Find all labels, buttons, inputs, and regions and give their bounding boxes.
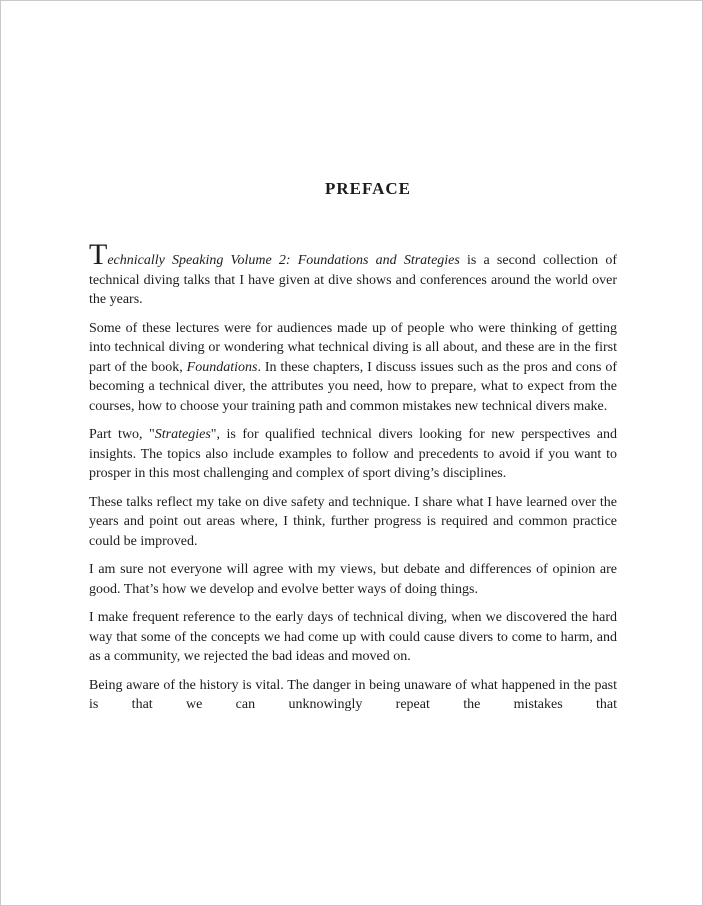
text-segment: Some of these lectures were for audiences made up of people who were thinking of getting into technical diving or wondering what technical diving is all about, and these are in the first part of the book, [89, 320, 617, 375]
paragraph [89, 493, 617, 552]
text-segment: Foundations [186, 359, 258, 375]
paragraph [89, 676, 617, 715]
text-segment: T [89, 238, 108, 271]
text-segment: These talks reflect my take on dive safety and technique. I share what I have learned over the years and point out areas where, I think, further progress is required and common practice could be improved. [89, 494, 617, 549]
preface-content [89, 238, 617, 715]
text-segment: is a second collection of technical diving talks that I have given at dive shows and conferences around the world over the years. [89, 253, 617, 307]
paragraph [89, 238, 617, 310]
paragraph [89, 560, 617, 599]
paragraph [89, 425, 617, 484]
text-segment: echnically Speaking Volume 2: Foundations and Strategies [107, 253, 460, 268]
text-segment: I make frequent reference to the early days of technical diving, when we discovered the hard way that some of the concepts we had come up with could cause divers to come to harm, and as a community, we rejected the bad ideas and moved on. [89, 610, 617, 664]
page-title: PREFACE [324, 179, 411, 198]
paragraph [89, 319, 617, 417]
paragraph [89, 608, 617, 667]
text-segment: ", is for qualified technical divers looking for new perspectives and insights. The topics also include examples to follow and precedents to avoid if you want to prosper in this most challenging and complex of sport diving’s disciplines. [89, 427, 617, 481]
text-segment: Strategies [154, 427, 211, 442]
text-segment: . In these chapters, I discuss issues such as the pros and cons of becoming a technical diver, the attributes you need, how to prepare, what to expect from the courses, how to choose your training path and common mistakes new technical divers make. [89, 359, 617, 414]
text-segment: Part two, " [89, 427, 155, 442]
text-segment: I am sure not everyone will agree with my views, but debate and differences of opinion are good. That’s how we develop and evolve better ways of doing things. [89, 562, 617, 597]
text-segment: Being aware of the history is vital. The danger in being unaware of what happened in the past is that we can unknowingly repeat the mistakes that [89, 677, 617, 712]
